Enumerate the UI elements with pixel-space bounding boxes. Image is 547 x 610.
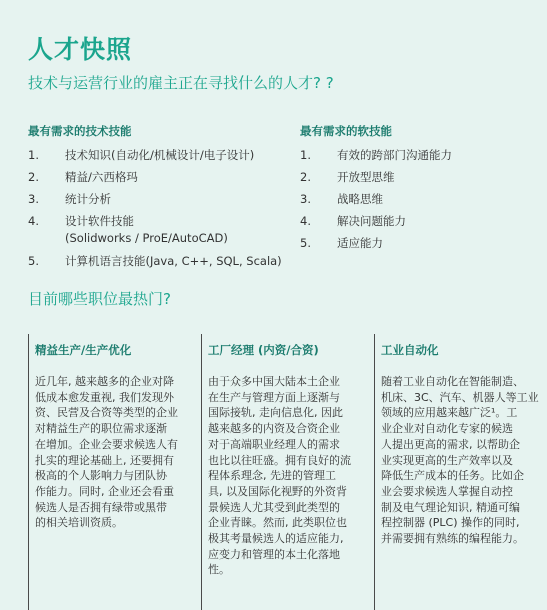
card-line: 在生产与管理方面上逐渐与 [208,390,340,404]
card-line: 业实现更高的生产效率以及 [381,453,513,467]
list-item-number: 5. [300,236,311,250]
position-card-factory-manager [201,334,370,610]
list-item-text: 战略思维 [337,192,383,206]
card-line: 人提出更高的需求, 以帮助企 [381,437,520,451]
list-item-text: 有效的跨部门沟通能力 [337,148,452,162]
list-item-text: 设计软件技能 [65,214,134,228]
card-line: 扎实的理论基础上, 还要拥有 [35,453,174,467]
card-line: 低成本愈发重视, 我们发现外 [35,390,174,404]
list-item-number: 2. [300,170,311,184]
list-item-text: 开放型思维 [337,170,395,184]
card-line: 越来越多的内资及合资企业 [208,422,340,436]
card-line: 景候选人尤其受到此类型的 [208,500,340,514]
card-line: 应变力和管理的本土化落地 [208,547,340,561]
card-line: 业企业对自动化专家的候选 [381,422,513,436]
card-line: 业会要求候选人掌握自动控 [381,484,513,498]
card-heading: 工厂经理 (内资/合资) [208,343,319,357]
card-line: 程控制器 (PLC) 操作的同时, [381,516,520,530]
page-subtitle: 技术与运营行业的雇主正在寻找什么的人才? ? [28,74,334,92]
card-line: 程体系理念, 先进的管理工 [208,469,336,483]
card-line: 国际接轨, 走向信息化, 因此 [208,406,343,420]
list-item-text: 技术知识(自动化/机械设计/电子设计) [65,148,255,162]
card-line: 降低生产成本的任务。比如企 [381,469,524,483]
card-body [35,374,178,531]
card-line: 制及电气理论知识, 精通可编 [381,500,520,514]
card-line: 近几年, 越来越多的企业对降 [35,375,174,388]
list-item-number: 3. [28,192,39,206]
card-line: 性。 [208,563,230,577]
card-line: 机床、3C、汽车、机器人等工业 [381,390,539,404]
card-line: 的相关培训资质。 [35,516,123,530]
card-heading: 工业自动化 [381,343,439,357]
list-item-number: 2. [28,170,39,184]
position-card-lean [28,334,199,610]
card-body [381,374,539,547]
card-line: 对于高端职业经理人的需求 [208,437,340,451]
card-line: 在增加。企业会要求候选人有 [35,437,178,451]
list-item-text: 精益/六西格玛 [65,170,138,184]
card-line: 作能力。同时, 企业还会看重 [35,484,174,498]
tech-skills-heading: 最有需求的技术技能 [28,124,132,138]
list-item-number: 1. [300,148,311,162]
card-line: 极高的个人影响力与团队协 [35,469,167,483]
list-item-text: 统计分析 [65,192,111,206]
card-heading: 精益生产/生产优化 [35,343,132,357]
card-line: 并需要拥有熟练的编程能力。 [381,532,524,546]
hot-positions-title: 目前哪些职位最热门? [28,290,171,308]
card-line: 企业青睐。然而, 此类职位也 [208,516,347,530]
list-item-text: (Solidworks / ProE/AutoCAD) [65,231,228,245]
page-title: 人才快照 [28,35,133,64]
list-item-text: 解决问题能力 [337,214,406,228]
card-line: 对精益生产的职位需求逐渐 [35,422,167,436]
position-card-automation [374,334,547,610]
list-item-number: 4. [300,214,311,228]
soft-skills-heading: 最有需求的软技能 [300,124,392,138]
list-item-number: 1. [28,148,39,162]
list-item-text: 适应能力 [337,236,383,250]
card-line: 资、民营及合资等类型的企业 [35,406,178,420]
list-item-number: 4. [28,214,39,228]
card-line: 领域的应用越来越广泛¹。工 [381,406,518,420]
card-line: 具, 以及国际化视野的外资背 [208,484,347,498]
list-item-number: 3. [300,192,311,206]
card-body [208,374,351,578]
list-item-number: 5. [28,254,39,268]
card-line: 候选人是否拥有绿带或黑带 [35,500,167,514]
card-line: 极其考量候选人的适应能力, [208,532,344,546]
list-item-text: 计算机语言技能(Java, C++, SQL, Scala) [65,254,282,268]
card-line: 由于众多中国大陆本土企业 [208,375,340,388]
card-line: 也比以往旺盛。拥有良好的流 [208,453,351,467]
card-line: 随着工业自动化在智能制造、 [381,375,524,388]
